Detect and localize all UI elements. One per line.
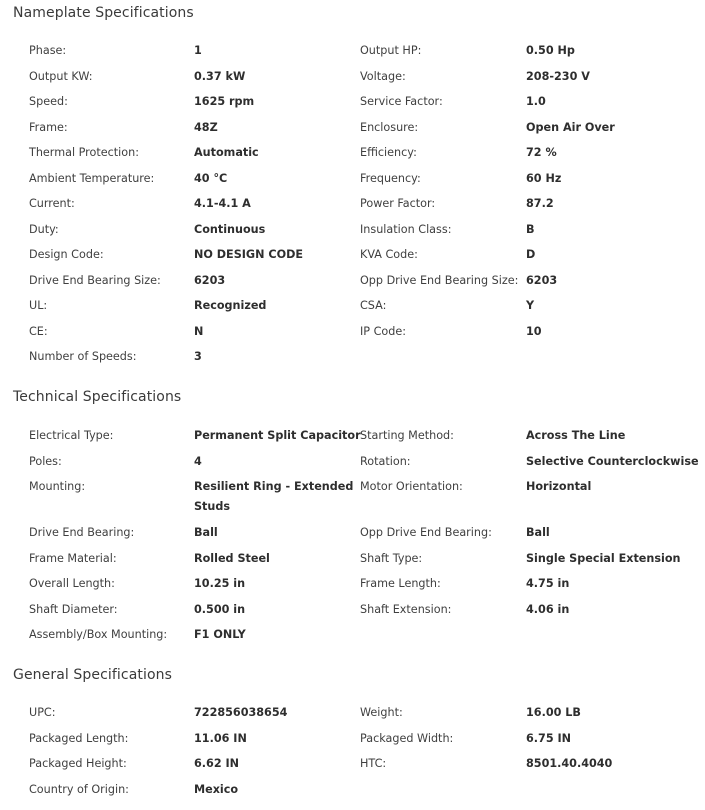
spec-value: 6.75 IN [526, 731, 572, 745]
spec-label: Overall Length: [29, 577, 115, 590]
spec-value: Ball [194, 526, 218, 539]
spec-label: Drive End Bearing: [29, 526, 135, 539]
spec-value: 48Z [194, 120, 218, 134]
spec-label: Design Code: [29, 248, 104, 261]
spec-label: Voltage: [360, 69, 406, 83]
spec-value: Rolled Steel [194, 551, 270, 565]
spec-value: 4.1-4.1 A [194, 197, 251, 210]
spec-label: IP Code: [360, 324, 407, 338]
spec-row [0, 426, 705, 452]
spec-label: UL: [29, 299, 48, 312]
spec-row [0, 169, 705, 195]
spec-label: Output HP: [360, 44, 422, 57]
spec-value: Recognized [194, 299, 267, 312]
spec-label: Duty: [29, 222, 59, 236]
spec-label: Shaft Diameter: [29, 602, 118, 616]
spec-label: Enclosure: [360, 120, 419, 134]
spec-value: Single Special Extension [526, 551, 681, 565]
spec-label: Number of Speeds: [29, 350, 137, 363]
spec-label: Output KW: [29, 69, 93, 83]
spec-row [0, 625, 705, 651]
spec-value: 6203 [194, 273, 226, 287]
spec-row [0, 194, 705, 220]
spec-label: Opp Drive End Bearing Size: [360, 273, 519, 287]
spec-label: Frame Material: [29, 551, 117, 565]
technical-specs-list [0, 426, 705, 651]
spec-label: Frequency: [360, 171, 421, 185]
spec-value: 8501.40.4040 [526, 757, 613, 770]
spec-label: Weight: [360, 706, 403, 719]
spec-value: 10 [526, 324, 542, 338]
spec-label: Packaged Height: [29, 757, 127, 770]
spec-value: 6203 [526, 273, 558, 287]
spec-value: Ball [526, 526, 550, 539]
spec-value: Permanent Split Capacitor [194, 429, 361, 442]
spec-value: Continuous [194, 222, 266, 236]
spec-row [0, 322, 705, 348]
spec-row [0, 271, 705, 297]
spec-value: NO DESIGN CODE [194, 248, 304, 261]
spec-value: 4.75 in [526, 577, 570, 590]
spec-value: 0.500 in [194, 602, 246, 616]
spec-row [0, 245, 705, 271]
spec-label: Rotation: [360, 454, 411, 468]
spec-row [0, 729, 705, 755]
spec-row [0, 574, 705, 600]
spec-label: Shaft Type: [360, 551, 423, 565]
spec-value: Automatic [194, 146, 259, 159]
spec-value: 1.0 [526, 95, 546, 108]
spec-label: CE: [29, 324, 48, 338]
spec-value: 16.00 LB [526, 706, 581, 719]
spec-row [0, 347, 705, 373]
spec-row [0, 143, 705, 169]
spec-label: Power Factor: [360, 197, 436, 210]
spec-value: B [526, 222, 535, 236]
spec-value: 6.62 IN [194, 757, 240, 770]
spec-value: 722856038654 [194, 706, 288, 719]
spec-label: Efficiency: [360, 146, 417, 159]
spec-label: Current: [29, 197, 75, 210]
spec-value: 4.06 in [526, 602, 570, 616]
spec-value: 1625 rpm [194, 95, 255, 108]
nameplate-specs-list [0, 41, 705, 373]
spec-row [0, 600, 705, 626]
spec-value: 3 [194, 350, 202, 363]
spec-label: Motor Orientation: [360, 480, 463, 493]
spec-value: Y [526, 299, 535, 312]
spec-label: Starting Method: [360, 429, 454, 442]
spec-value: 1 [194, 44, 202, 57]
spec-row [0, 296, 705, 322]
spec-value: 72 % [526, 146, 557, 159]
spec-label: Frame Length: [360, 577, 441, 590]
spec-row [0, 549, 705, 575]
spec-row [0, 477, 705, 523]
section-title-general: General Specifications [13, 667, 173, 683]
spec-value: 208-230 V [526, 69, 590, 83]
spec-row [0, 92, 705, 118]
spec-label: CSA: [360, 299, 387, 312]
spec-label: Mounting: [29, 480, 86, 493]
spec-label: UPC: [29, 706, 56, 719]
section-title-nameplate: Nameplate Specifications [13, 5, 194, 21]
general-specs-list [0, 703, 705, 805]
spec-row [0, 41, 705, 67]
spec-row [0, 754, 705, 780]
spec-label: Country of Origin: [29, 782, 129, 796]
spec-value: 0.37 kW [194, 69, 246, 83]
spec-value: 0.50 Hp [526, 44, 575, 57]
spec-row [0, 780, 705, 806]
spec-value: Open Air Over [526, 120, 615, 134]
spec-label: Electrical Type: [29, 429, 114, 442]
spec-label: Opp Drive End Bearing: [360, 526, 492, 539]
spec-row [0, 523, 705, 549]
spec-value: 10.25 in [194, 577, 246, 590]
spec-value: Selective Counterclockwise [526, 454, 699, 468]
spec-label: Service Factor: [360, 95, 443, 108]
spec-row [0, 118, 705, 144]
spec-label: Phase: [29, 44, 67, 57]
spec-row [0, 703, 705, 729]
spec-value: 11.06 IN [194, 731, 247, 745]
spec-value: Across The Line [526, 429, 626, 442]
spec-label: Drive End Bearing Size: [29, 273, 161, 287]
spec-label: Speed: [29, 95, 68, 108]
spec-label: Thermal Protection: [29, 146, 139, 159]
spec-label: HTC: [360, 757, 387, 770]
spec-label: Packaged Length: [29, 731, 129, 745]
spec-value: 40 °C [194, 171, 228, 185]
spec-value: 60 Hz [526, 171, 562, 185]
spec-label: Ambient Temperature: [29, 171, 155, 185]
spec-label: KVA Code: [360, 248, 418, 261]
section-title-technical: Technical Specifications [13, 389, 182, 405]
spec-label: Frame: [29, 120, 68, 134]
spec-label: Shaft Extension: [360, 602, 452, 616]
spec-value: D [526, 248, 536, 261]
spec-row [0, 67, 705, 93]
spec-label: Poles: [29, 454, 62, 468]
spec-value: N [194, 324, 204, 338]
spec-row [0, 220, 705, 246]
spec-row [0, 452, 705, 478]
spec-value: 4 [194, 454, 202, 468]
spec-value: F1 ONLY [194, 628, 246, 641]
spec-label: Insulation Class: [360, 222, 452, 236]
spec-value: Horizontal [526, 480, 592, 493]
spec-label: Assembly/Box Mounting: [29, 628, 168, 641]
spec-value: 87.2 [526, 197, 554, 210]
spec-label: Packaged Width: [360, 731, 454, 745]
spec-value: Resilient Ring - Extended Studs [194, 480, 354, 513]
spec-value: Mexico [194, 782, 239, 796]
